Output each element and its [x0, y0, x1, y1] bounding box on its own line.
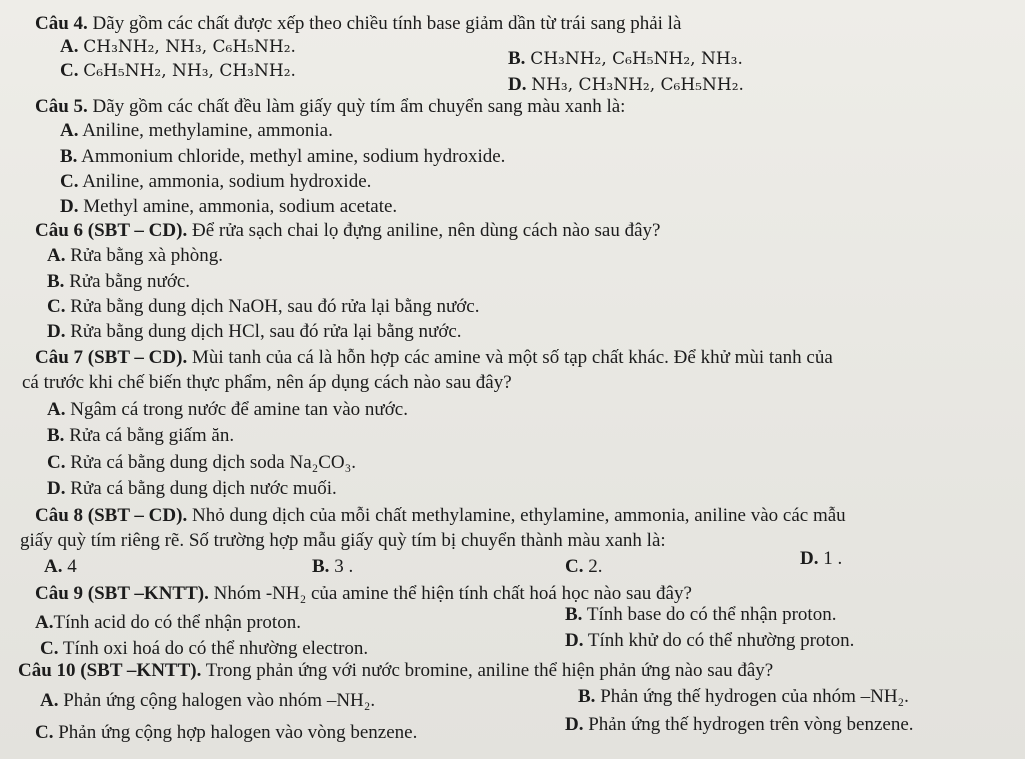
q5-option-a[interactable]: [60, 120, 333, 142]
q7-option-c-label: C.: [47, 452, 66, 473]
q7-option-b-label: B.: [47, 425, 65, 446]
q5-option-a-label: A.: [60, 120, 79, 141]
q10-option-a-text: Phản ứng cộng halogen vào nhóm –NH₂.: [63, 690, 376, 711]
q4-label: Câu 4.: [35, 13, 88, 34]
q7-option-c[interactable]: [47, 452, 356, 474]
q9-stem: Nhóm -NH₂ của amine thể hiện tính chất hoá học nào sau đây?: [213, 583, 692, 604]
q9-option-b[interactable]: [565, 604, 836, 626]
q4-option-b-label: B.: [508, 48, 526, 69]
q4-option-a-text: CH₃NH₂, NH₃, C₆H₅NH₂.: [83, 37, 296, 57]
q7-option-b[interactable]: [47, 425, 234, 447]
q6-option-d-label: D.: [47, 321, 66, 342]
q10-option-b-label: B.: [578, 686, 596, 707]
q6-option-c-label: C.: [47, 296, 66, 317]
q7-stem-2: cá trước khi chế biến thực phẩm, nên áp dụng cách nào sau đây?: [22, 372, 512, 393]
q4-stem-line: [35, 13, 681, 35]
q7-label: Câu 7 (SBT – CD).: [35, 347, 188, 368]
q6-option-a-label: A.: [47, 245, 66, 266]
q10-option-d[interactable]: [565, 714, 914, 736]
q10-option-d-label: D.: [565, 714, 584, 735]
q6-option-d[interactable]: [47, 321, 462, 343]
q4-option-a[interactable]: [60, 36, 296, 58]
q7-option-a-text: Ngâm cá trong nước để amine tan vào nước.: [70, 399, 408, 420]
q6-option-a-text: Rửa bằng xà phòng.: [70, 245, 224, 266]
q8-option-a-label: A.: [44, 556, 63, 577]
q10-option-b-text: Phản ứng thế hydrogen của nhóm –NH₂.: [600, 686, 909, 707]
q5-option-d-text: Methyl amine, ammonia, sodium acetate.: [83, 196, 398, 217]
q7-option-a-label: A.: [47, 399, 66, 420]
q7-option-d-text: Rửa cá bằng dung dịch nước muối.: [70, 478, 337, 499]
q8-option-c-text: 2.: [588, 556, 603, 577]
q7-option-d-label: D.: [47, 478, 66, 499]
q9-option-a-text: Tính acid do có thể nhận proton.: [53, 612, 301, 633]
q8-option-d-label: D.: [800, 548, 819, 569]
q10-stem-line: [18, 660, 773, 682]
q9-option-b-text: Tính base do có thể nhận proton.: [586, 604, 837, 625]
q4-option-b[interactable]: [508, 48, 743, 70]
q4-option-d-text: NH₃, CH₃NH₂, C₆H₅NH₂.: [531, 75, 744, 95]
q5-option-d-label: D.: [60, 196, 79, 217]
q10-option-c[interactable]: [35, 722, 417, 744]
q5-option-c-text: Aniline, ammonia, sodium hydroxide.: [82, 171, 372, 192]
q10-option-a-label: A.: [40, 690, 59, 711]
q6-option-b[interactable]: [47, 271, 190, 293]
q7-option-d[interactable]: [47, 478, 337, 500]
q8-option-b-label: B.: [312, 556, 330, 577]
q8-option-c-label: C.: [565, 556, 584, 577]
q7-stem-line-1: [35, 347, 833, 369]
q8-option-d[interactable]: [800, 548, 842, 570]
q6-stem: Để rửa sạch chai lọ đựng aniline, nên dùng cách nào sau đây?: [191, 220, 661, 241]
q6-option-c[interactable]: [47, 296, 479, 318]
q8-stem-1: Nhỏ dung dịch của mỗi chất methylamine, ethylamine, ammonia, aniline vào các mẫu: [191, 505, 846, 526]
q8-option-b[interactable]: [312, 556, 353, 578]
q5-option-c-label: C.: [60, 171, 79, 192]
q5-stem-line: [35, 96, 625, 118]
q8-option-b-text: 3 .: [334, 556, 354, 577]
q9-option-d[interactable]: [565, 630, 854, 652]
q8-stem-line-1: [35, 505, 846, 527]
q8-label: Câu 8 (SBT – CD).: [35, 505, 188, 526]
q6-option-d-text: Rửa bằng dung dịch HCl, sau đó rửa lại bằng nước.: [70, 321, 462, 342]
q5-stem: Dãy gồm các chất đều làm giấy quỳ tím ẩm chuyển sang màu xanh là:: [92, 96, 626, 117]
q5-option-b-text: Ammonium chloride, methyl amine, sodium hydroxide.: [81, 146, 506, 167]
q10-label: Câu 10 (SBT –KNTT).: [18, 660, 202, 681]
q4-option-c[interactable]: [60, 60, 296, 82]
q10-option-c-text: Phản ứng cộng hợp halogen vào vòng benzene.: [58, 722, 418, 743]
q9-option-c[interactable]: [40, 638, 368, 660]
q6-option-a[interactable]: [47, 245, 223, 267]
q7-option-c-text: Rửa cá bằng dung dịch soda Na₂CO₃.: [70, 452, 357, 473]
q6-label: Câu 6 (SBT – CD).: [35, 220, 188, 241]
q4-option-c-label: C.: [60, 60, 79, 81]
q5-option-c[interactable]: [60, 171, 371, 193]
q10-option-b[interactable]: [578, 686, 909, 708]
q4-option-d[interactable]: [508, 74, 744, 96]
q7-stem-line-2: [22, 372, 512, 394]
q4-option-b-text: CH₃NH₂, C₆H₅NH₂, NH₃.: [530, 49, 743, 69]
q4-option-a-label: A.: [60, 36, 79, 57]
q4-stem: Dãy gồm các chất được xếp theo chiều tính base giảm dần từ trái sang phải là: [92, 13, 682, 34]
q8-option-c[interactable]: [565, 556, 602, 578]
q10-option-a[interactable]: [40, 690, 375, 712]
q5-option-a-text: Aniline, methylamine, ammonia.: [82, 120, 333, 141]
q5-label: Câu 5.: [35, 96, 88, 117]
q8-stem-line-2: [20, 530, 666, 552]
q8-option-a-text: 4: [67, 556, 77, 577]
q9-stem-line: [35, 583, 692, 605]
q8-stem-2: giấy quỳ tím riêng rẽ. Số trường hợp mẫu giấy quỳ tím bị chuyển thành màu xanh là:: [20, 530, 666, 551]
q6-option-b-text: Rửa bằng nước.: [69, 271, 191, 292]
q7-option-a[interactable]: [47, 399, 408, 421]
q5-option-b-label: B.: [60, 146, 78, 167]
q10-option-d-text: Phản ứng thế hydrogen trên vòng benzene.: [588, 714, 914, 735]
q9-option-c-text: Tính oxi hoá do có thể nhường electron.: [62, 638, 369, 659]
q6-option-c-text: Rửa bằng dung dịch NaOH, sau đó rửa lại bằng nước.: [70, 296, 480, 317]
q6-option-b-label: B.: [47, 271, 65, 292]
q4-option-d-label: D.: [508, 74, 527, 95]
q9-option-c-label: C.: [40, 638, 59, 659]
q7-stem-1: Mùi tanh của cá là hỗn hợp các amine và một số tạp chất khác. Để khử mùi tanh của: [191, 347, 833, 368]
q9-option-a-label: A.: [35, 612, 54, 633]
q9-label: Câu 9 (SBT –KNTT).: [35, 583, 209, 604]
q8-option-d-text: 1 .: [823, 548, 843, 569]
q9-option-d-text: Tính khử do có thể nhường proton.: [587, 630, 855, 651]
q9-option-a[interactable]: [35, 612, 301, 634]
q5-option-b[interactable]: [60, 146, 505, 168]
q4-option-c-text: C₆H₅NH₂, NH₃, CH₃NH₂.: [83, 61, 296, 81]
q9-option-b-label: B.: [565, 604, 583, 625]
q7-option-b-text: Rửa cá bằng giấm ăn.: [69, 425, 235, 446]
q10-stem: Trong phản ứng với nước bromine, aniline thể hiện phản ứng nào sau đây?: [205, 660, 774, 681]
q10-option-c-label: C.: [35, 722, 54, 743]
q9-option-d-label: D.: [565, 630, 584, 651]
q8-option-a[interactable]: [44, 556, 77, 578]
q5-option-d[interactable]: [60, 196, 397, 218]
q6-stem-line: [35, 220, 660, 242]
